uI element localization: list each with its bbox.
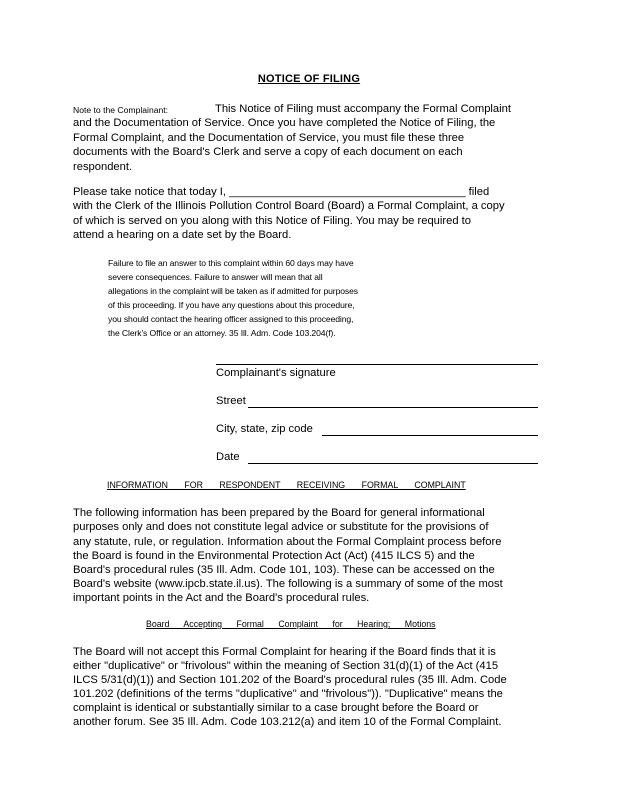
- warning-line-1: Failure to file an answer to this complaint within 60 days may have: [108, 258, 354, 268]
- signature-label: Complainant's signature: [216, 367, 336, 379]
- info-line-2: purposes only and does not constitute legal advice or substitute for the provisions of: [73, 521, 489, 533]
- info-line-3: any statute, rule, or regulation. Information about the Formal Complaint process before: [73, 536, 502, 548]
- motions-line-2: either "duplicative" or "frivolous" within the meaning of Section 31(d)(1) of the Act (415: [73, 660, 499, 672]
- info-line-5: Board's procedural rules (35 Ill. Adm. Code 101, 103). These can be accessed on the: [73, 564, 495, 576]
- motions-line-6: another forum. See 35 Ill. Adm. Code 103.212(a) and item 10 of the Formal Complaint.: [73, 716, 502, 728]
- street-field[interactable]: [248, 407, 538, 408]
- city-state-zip-field[interactable]: [322, 435, 538, 436]
- warning-line-5: you should contact the hearing officer assigned to this proceeding,: [108, 314, 354, 324]
- motions-line-4: 101.202 (definitions of the terms "duplicative" and "frivolous")). "Duplicative" means the: [73, 688, 503, 700]
- note-line-2: and the Documentation of Service. Once you have completed the Notice of Filing, the: [73, 117, 496, 129]
- motions-line-5: complaint is identical or substantially similar to a case brought before the Board or: [73, 702, 479, 714]
- street-label: Street: [216, 395, 246, 407]
- date-field[interactable]: [248, 463, 538, 464]
- note-line-1: This Notice of Filing must accompany the Formal Complaint: [215, 103, 511, 115]
- notice-line-4: attend a hearing on a date set by the Board.: [73, 229, 292, 241]
- warning-line-6: the Clerk's Office or an attorney. 35 Ill. Adm. Code 103.204(f).: [108, 328, 336, 338]
- warning-line-3: allegations in the complaint will be taken as if admitted for purposes: [108, 286, 358, 296]
- page-title: NOTICE OF FILING: [257, 73, 361, 85]
- info-line-6: Board's website (www.ipcb.state.il.us). The following is a summary of some of the most: [73, 578, 503, 590]
- note-line-4: documents with the Board's Clerk and serve a copy of each document on each: [73, 146, 463, 158]
- notice-line-3: of which is served on you along with this Notice of Filing. You may be required to: [73, 215, 471, 227]
- motions-line-3: ILCS 5/31(d)(1)) and Section 101.202 of the Board's procedural rules (35 Ill. Adm. Code: [73, 674, 507, 686]
- date-label: Date: [216, 451, 240, 463]
- info-line-1: The following information has been prepared by the Board for general informational: [73, 507, 485, 519]
- signature-line[interactable]: [216, 364, 538, 365]
- city-label: City, state, zip code: [216, 423, 313, 435]
- info-line-4: the Board is found in the Environmental Protection Act (Act) (415 ILCS 5) and the: [73, 550, 475, 562]
- notice-line-2: with the Clerk of the Illinois Pollution Control Board (Board) a Formal Complaint, a copy: [73, 200, 505, 212]
- info-line-7: important points in the Act and the Board's procedural rules.: [73, 592, 370, 604]
- info-heading: INFORMATION FOR RESPONDENT RECEIVING FORMAL COMPLAINT: [107, 480, 466, 490]
- note-line-3: Formal Complaint, and the Documentation of Service, you must file these three: [73, 132, 465, 144]
- notice-line-1: Please take notice that today I, ______________________________________ filed: [73, 186, 490, 198]
- note-line-5: respondent.: [73, 161, 133, 173]
- warning-line-4: of this proceeding. If you have any questions about this procedure,: [108, 300, 355, 310]
- note-label: Note to the Complainant:: [73, 105, 169, 115]
- motions-heading: Board Accepting Formal Complaint for Hearing; Motions: [146, 619, 436, 629]
- motions-line-1: The Board will not accept this Formal Complaint for hearing if the Board finds that it is: [73, 646, 496, 658]
- warning-line-2: severe consequences. Failure to answer will mean that all: [108, 272, 323, 282]
